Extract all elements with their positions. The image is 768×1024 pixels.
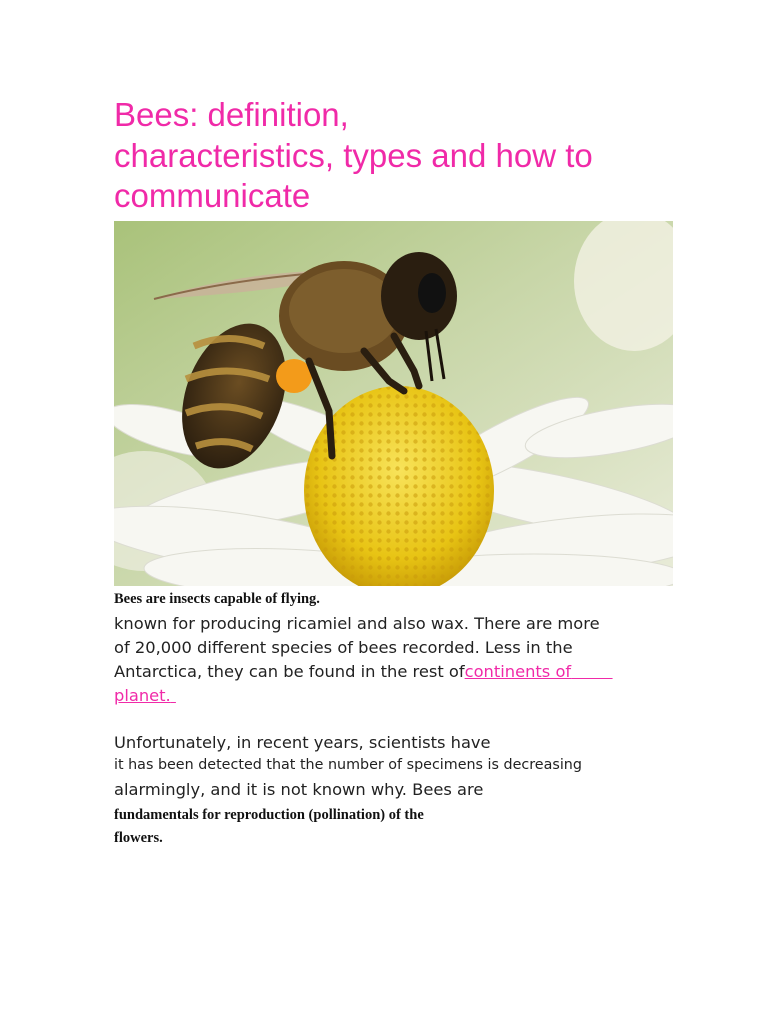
intro-line-1: known for producing ricamiel and also wax. There are more — [114, 614, 600, 633]
pollination-line-1: fundamentals for reproduction (pollination) of the — [114, 807, 424, 823]
title-line-1: Bees: definition, — [114, 96, 349, 133]
title-line-3: communicate — [114, 177, 311, 214]
bee-photo — [114, 221, 673, 586]
paragraph-decline-line-1: Unfortunately, in recent years, scientists have — [114, 733, 491, 752]
continents-link-spacer — [571, 662, 612, 681]
paragraph-pollination — [114, 804, 424, 850]
planet-link-spacer — [171, 686, 176, 705]
continents-link[interactable]: continents of — [464, 662, 572, 681]
paragraph-decline-line-3: alarmingly, and it is not known why. Bees are — [114, 780, 484, 799]
pollination-line-2: flowers. — [114, 830, 163, 846]
intro-line-2: of 20,000 different species of bees recorded. Less in the — [114, 638, 573, 657]
intro-line-3: Antarctica, they can be found in the rest of — [114, 662, 465, 681]
image-caption: Bees are insects capable of flying. — [114, 591, 320, 607]
paragraph-intro — [114, 612, 613, 708]
title-line-2: characteristics, types and how to — [114, 136, 593, 174]
paragraph-decline-line-2: it has been detected that the number of specimens is decreasing — [114, 757, 582, 773]
planet-link[interactable]: planet. — [114, 686, 171, 705]
page-title — [114, 95, 674, 217]
